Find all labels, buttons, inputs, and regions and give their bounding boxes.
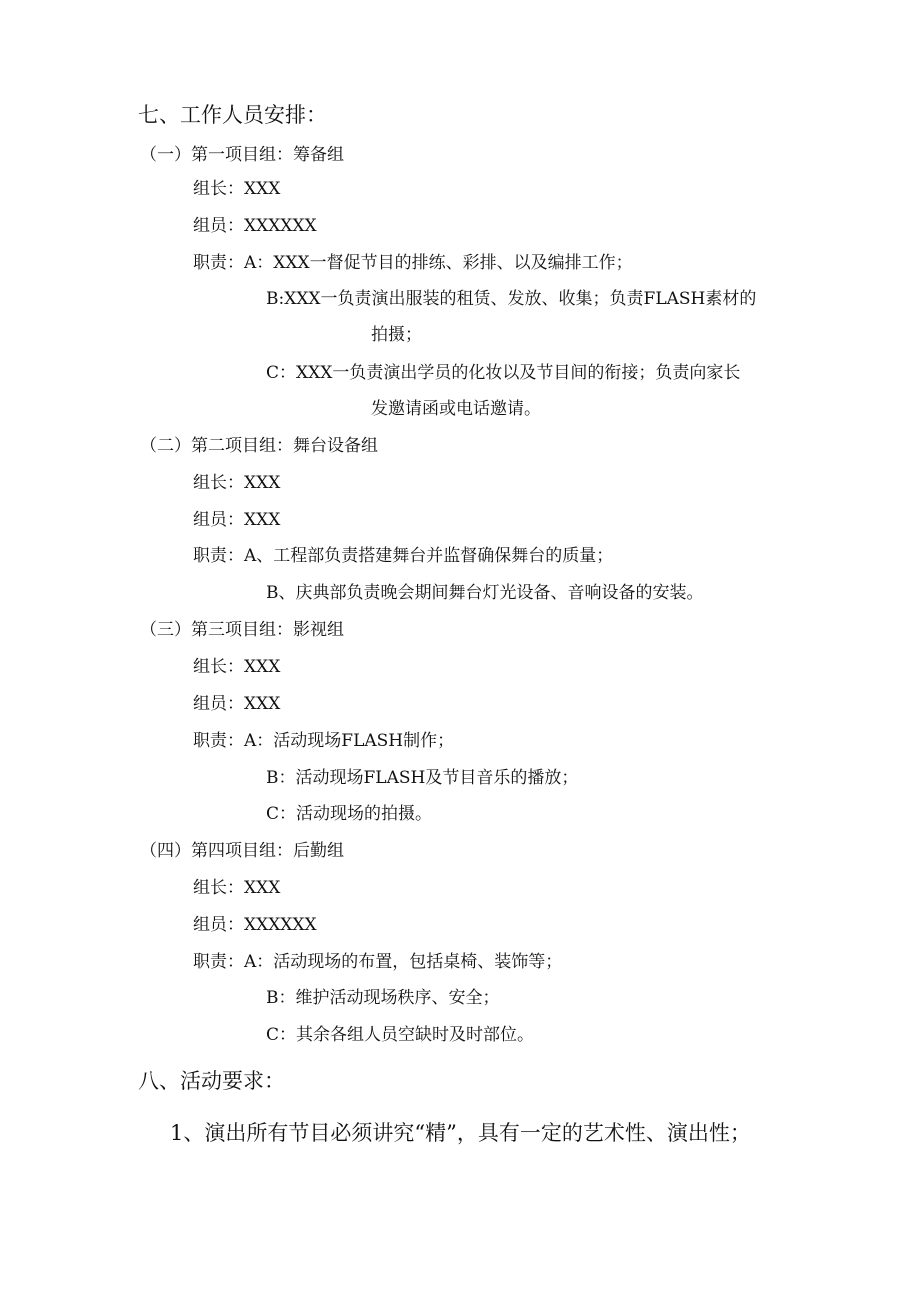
group-2-leader: 组长：XXX [193,473,281,493]
group-3-leader: 组长：XXX [193,657,281,677]
group-2-duty-b: B、庆典部负责晚会期间舞台灯光设备、音响设备的安装。 [266,583,704,603]
group-3-duty-b: B：活动现场FLASH及节目音乐的播放； [266,768,579,788]
group-4-leader: 组长：XXX [193,878,281,898]
group-2-duty-a: 职责：A、工程部负责搭建舞台并监督确保舞台的质量； [193,546,614,566]
group-4-duty-c: C：其余各组人员空缺时及时部位。 [266,1025,535,1045]
group-4-members: 组员：XXXXXX [193,915,317,935]
group-1-duty-b: B:XXX一负责演出服装的租赁、发放、收集；负责FLASH素材的 [266,289,757,309]
group-2-members: 组员：XXX [193,510,281,530]
group-1-title: （一）第一项目组：筹备组 [140,145,344,165]
group-1-duty-c-cont: 发邀请函或电话邀请。 [371,399,541,419]
group-1-leader: 组长：XXX [193,179,281,199]
section-7-heading: 七、工作人员安排： [138,103,327,127]
group-1-duty-b-cont: 拍摄； [371,325,422,345]
group-1-duty-c: C：XXX一负责演出学员的化妆以及节目间的衔接；负责向家长 [266,363,741,383]
group-1-duty-a: 职责：A：XXX一督促节目的排练、彩排、以及编排工作； [193,253,633,273]
group-4-duty-b: B：维护活动现场秩序、安全； [266,988,500,1008]
group-2-title: （二）第二项目组：舞台设备组 [140,436,378,456]
section-8-item-1: 1、演出所有节目必须讲究“精”，具有一定的艺术性、演出性； [170,1121,751,1145]
section-8-heading: 八、活动要求： [138,1069,285,1093]
group-1-members: 组员：XXXXXX [193,216,317,236]
group-4-duty-a: 职责：A：活动现场的布置，包括桌椅、装饰等； [193,952,563,972]
group-3-duty-a: 职责：A：活动现场FLASH制作； [193,731,455,751]
group-3-title: （三）第三项目组：影视组 [140,620,344,640]
group-4-title: （四）第四项目组：后勤组 [140,841,344,861]
group-3-duty-c: C：活动现场的拍摄。 [266,804,433,824]
group-3-members: 组员：XXX [193,694,281,714]
